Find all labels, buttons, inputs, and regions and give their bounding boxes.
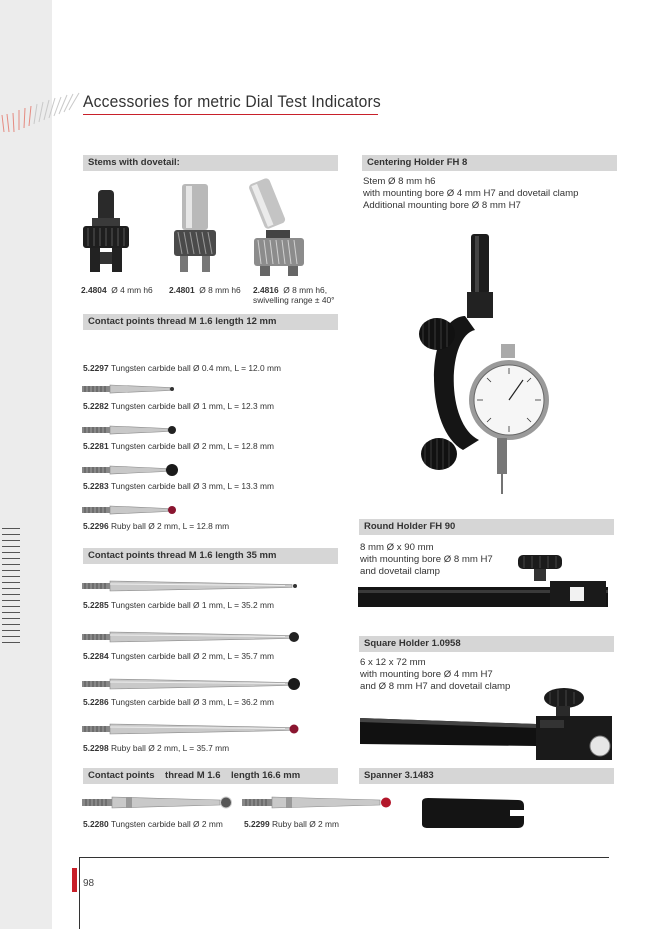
spanner-header: Spanner 3.1483	[359, 768, 614, 784]
cp12-row	[83, 401, 274, 411]
contact-point-5-2280-image	[82, 797, 232, 808]
cp-code: 5.2282	[83, 401, 109, 411]
cp12-row	[83, 521, 229, 531]
cp-desc: Ruby ball Ø 2 mm, L = 35.7 mm	[110, 743, 230, 753]
square-holder-image	[360, 686, 616, 766]
centering-line: with mounting bore Ø 4 mm H7 and dovetail clamp	[363, 188, 579, 199]
cp-code: 5.2298	[83, 743, 109, 753]
cp12-row	[83, 441, 274, 451]
centering-line: Stem Ø 8 mm h6	[363, 176, 436, 187]
title-underline	[83, 114, 378, 115]
stem-extra: swivelling range ± 40°	[253, 295, 335, 305]
contact-point-5-2284-image	[80, 628, 310, 646]
round-header: Round Holder FH 90	[359, 519, 614, 535]
contact-point-5-2281-image	[80, 422, 190, 438]
cp-desc: Tungsten carbide ball Ø 3 mm, L = 36.2 mm	[110, 697, 274, 707]
square-line: with mounting bore Ø 4 mm H7	[360, 669, 493, 680]
centering-line: Additional mounting bore Ø 8 mm H7	[363, 200, 521, 211]
stem-2-4801-image	[174, 184, 216, 272]
page-number-marker	[72, 868, 77, 892]
contact-point-5-2298-image	[80, 720, 310, 738]
cp35-header: Contact points thread M 1.6 length 35 mm	[83, 548, 338, 564]
cp35-row	[83, 697, 274, 707]
cp16-row	[244, 819, 339, 829]
round-line: and dovetail clamp	[360, 566, 440, 577]
centering-header: Centering Holder FH 8	[362, 155, 617, 171]
cp-code: 5.2296	[83, 521, 109, 531]
cp-code: 5.2281	[83, 441, 109, 451]
contact-point-5-2286-image	[80, 674, 310, 694]
cp-desc: Tungsten carbide ball Ø 1 mm, L = 12.3 mm	[110, 401, 274, 411]
stem-code: 2.4804	[81, 285, 107, 295]
cp35-row	[83, 743, 229, 753]
decorative-rays	[0, 70, 90, 140]
square-line: and Ø 8 mm H7 and dovetail clamp	[360, 681, 511, 692]
page-number: 98	[83, 878, 95, 889]
stem-caption-1	[81, 285, 153, 295]
cp35-row	[83, 651, 274, 661]
centering-description	[363, 176, 578, 212]
stem-desc: Ø 8 mm h6	[199, 285, 241, 295]
square-header: Square Holder 1.0958	[359, 636, 614, 652]
cp-desc: Tungsten carbide ball Ø 0.4 mm, L = 12.0 mm	[110, 363, 281, 373]
square-line: 6 x 12 x 72 mm	[360, 657, 426, 668]
stem-code: 2.4816	[253, 285, 279, 295]
cp12-row	[83, 481, 274, 491]
cp-code: 5.2283	[83, 481, 109, 491]
stems-illustration	[78, 178, 348, 283]
margin-scale-ticks	[2, 528, 20, 648]
contact-point-5-2285-image	[80, 578, 310, 594]
cp-code: 5.2297	[83, 363, 109, 373]
cp-code: 5.2285	[83, 600, 109, 610]
stem-desc: Ø 4 mm h6	[111, 285, 153, 295]
stem-2-4816-image	[248, 178, 304, 276]
round-line: 8 mm Ø x 90 mm	[360, 542, 434, 553]
stem-caption-2	[169, 285, 241, 295]
centering-holder-image	[405, 228, 555, 500]
contact-point-5-2283-image	[80, 461, 190, 479]
cp-desc: Ruby ball Ø 2 mm, L = 12.8 mm	[110, 521, 230, 531]
cp16-row	[83, 819, 223, 829]
page-title: Accessories for metric Dial Test Indicators	[83, 92, 381, 111]
cp-desc: Tungsten carbide ball Ø 2 mm, L = 12.8 mm	[110, 441, 274, 451]
cp-desc: Ruby ball Ø 2 mm	[271, 819, 339, 829]
cp-desc: Tungsten carbide ball Ø 2 mm, L = 35.7 mm	[110, 651, 274, 661]
cp-code: 5.2280	[83, 819, 109, 829]
stems-header: Stems with dovetail:	[83, 155, 338, 171]
page-footer-frame	[79, 857, 609, 929]
cp-desc: Tungsten carbide ball Ø 1 mm, L = 35.2 mm	[110, 600, 274, 610]
round-holder-image	[358, 553, 614, 613]
round-line: with mounting bore Ø 8 mm H7	[360, 554, 493, 565]
cp-code: 5.2284	[83, 651, 109, 661]
stem-caption-3	[253, 285, 335, 305]
stem-desc: Ø 8 mm h6,	[283, 285, 328, 295]
contact-point-5-2282-image	[80, 382, 190, 396]
contact-points-16mm-image	[80, 793, 400, 813]
cp-desc: Tungsten carbide ball Ø 2 mm	[110, 819, 223, 829]
cp-code: 5.2286	[83, 697, 109, 707]
spanner-image	[418, 796, 528, 830]
cp12-row	[83, 363, 281, 373]
contact-point-5-2296-image	[80, 502, 190, 518]
cp-code: 5.2299	[244, 819, 270, 829]
contact-point-5-2299-image	[242, 797, 391, 808]
cp12-header: Contact points thread M 1.6 length 12 mm	[83, 314, 338, 330]
cp16-header: Contact points thread M 1.6 length 16.6 mm	[83, 768, 338, 784]
stem-2-4804-image	[83, 190, 129, 272]
stem-code: 2.4801	[169, 285, 195, 295]
cp-desc: Tungsten carbide ball Ø 3 mm, L = 13.3 mm	[110, 481, 274, 491]
cp35-row	[83, 600, 274, 610]
